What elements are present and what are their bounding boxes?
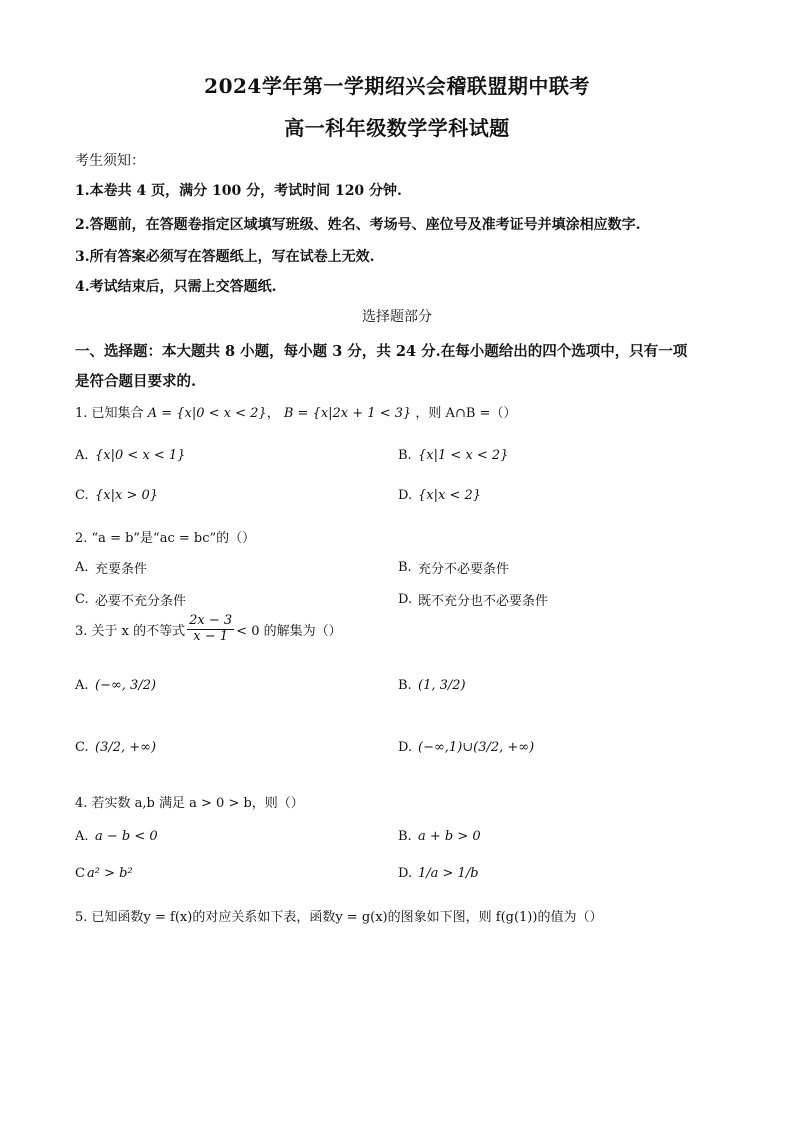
option-text: a + b > 0 (418, 829, 481, 844)
question-3-fraction (187, 614, 234, 645)
option-label: B. (398, 560, 412, 575)
question-2-option-a[interactable] (75, 558, 147, 577)
question-4-stem: 4. 若实数 a,b 满足 a > 0 > b，则（） (75, 796, 304, 811)
option-label: B. (398, 678, 412, 693)
option-label: D. (398, 740, 413, 755)
question-3-prefix: 3. 关于 x 的不等式 (75, 623, 186, 639)
option-text: (1, 3/2) (418, 678, 466, 693)
notes-heading: 考生须知： (75, 153, 145, 169)
option-label: A. (75, 560, 89, 575)
section-intro-line1: 一、选择题：本大题共 8 小题，每小题 3 分，共 24 分.在每小题给出的四个选项中，只有一项 (75, 343, 688, 360)
option-label: A. (75, 448, 89, 463)
option-text: {x|x < 2} (418, 488, 482, 503)
option-text: (3/2, +∞) (95, 740, 157, 755)
option-text: 既不充分也不必要条件 (418, 594, 549, 609)
option-label: A. (75, 829, 89, 844)
question-3-suffix: < 0 的解集为（） (236, 623, 342, 639)
option-label: B. (398, 829, 412, 844)
question-4-option-b[interactable] (398, 829, 481, 844)
option-label: C. (75, 592, 89, 607)
option-text: (−∞,1)∪(3/2, +∞) (418, 740, 535, 755)
option-text: 充要条件 (95, 562, 148, 577)
option-text: 充分不必要条件 (418, 562, 510, 577)
question-1-option-c[interactable] (75, 488, 158, 503)
fraction-denominator: x − 1 (193, 628, 229, 644)
question-2-option-b[interactable] (398, 558, 509, 577)
option-label: C. (75, 488, 89, 503)
question-2-stem: 2. “a = b”是“ac = bc”的（） (75, 531, 256, 546)
question-1-separator: ， (266, 406, 280, 421)
note-item: 3.所有答案必须写在答题纸上，写在试卷上无效. (75, 249, 375, 265)
question-1-option-d[interactable] (398, 488, 481, 503)
section-heading: 选择题部分 (362, 309, 432, 325)
question-1-set-a: A = {x|0 < x < 2} (147, 406, 267, 421)
option-label: A. (75, 678, 89, 693)
note-item: 2.答题前，在答题卷指定区域填写班级、姓名、考场号、座位号及准考证号并填涂相应数字. (75, 217, 641, 233)
option-label: D. (398, 488, 413, 503)
question-2-option-d[interactable] (398, 590, 548, 609)
question-1-option-a[interactable] (75, 448, 185, 463)
exam-subtitle: 高一科年级数学学科试题 (284, 116, 510, 140)
question-4-option-d[interactable] (398, 866, 479, 881)
option-text: {x|x > 0} (95, 488, 159, 503)
option-text: {x|1 < x < 2} (418, 448, 509, 463)
question-3-option-c[interactable] (75, 740, 156, 755)
question-4-option-c[interactable] (75, 866, 133, 881)
option-label: D. (398, 866, 413, 881)
option-text: (−∞, 3/2) (95, 678, 157, 693)
option-text: {x|0 < x < 1} (95, 448, 186, 463)
fraction-numerator: 2x − 3 (189, 613, 233, 628)
question-1-prefix: 1. 已知集合 (75, 406, 144, 421)
question-3-option-d[interactable] (398, 740, 534, 755)
note-item: 1.本卷共 4 页，满分 100 分，考试时间 120 分钟. (75, 183, 402, 199)
question-3-option-b[interactable] (398, 678, 466, 693)
option-text: 必要不充分条件 (95, 594, 187, 609)
question-3-stem (75, 614, 342, 645)
option-text: a − b < 0 (95, 829, 158, 844)
option-label: C. (75, 740, 89, 755)
option-text: a² > b² (87, 866, 133, 881)
question-2-option-c[interactable] (75, 590, 186, 609)
question-1-set-b: B = {x|2x + 1 < 3} (283, 406, 412, 421)
option-label: C (75, 866, 85, 881)
section-intro-line2: 是符合题目要求的. (75, 373, 197, 390)
question-1-suffix: ，则 A∩B =（） (415, 406, 517, 421)
question-3-option-a[interactable] (75, 678, 156, 693)
question-5-stem: 5. 已知函数y = f(x)的对应关系如下表，函数y = g(x)的图象如下图，则 f(g(1))的值为（） (75, 910, 603, 925)
question-1-option-b[interactable] (398, 448, 508, 463)
option-text: 1/a > 1/b (418, 866, 479, 881)
option-label: D. (398, 592, 413, 607)
question-4-option-a[interactable] (75, 829, 158, 844)
question-1-stem (75, 402, 516, 421)
exam-title: 2024学年第一学期绍兴会稽联盟期中联考 (204, 74, 590, 98)
note-item: 4.考试结束后，只需上交答题纸. (75, 279, 277, 295)
option-label: B. (398, 448, 412, 463)
